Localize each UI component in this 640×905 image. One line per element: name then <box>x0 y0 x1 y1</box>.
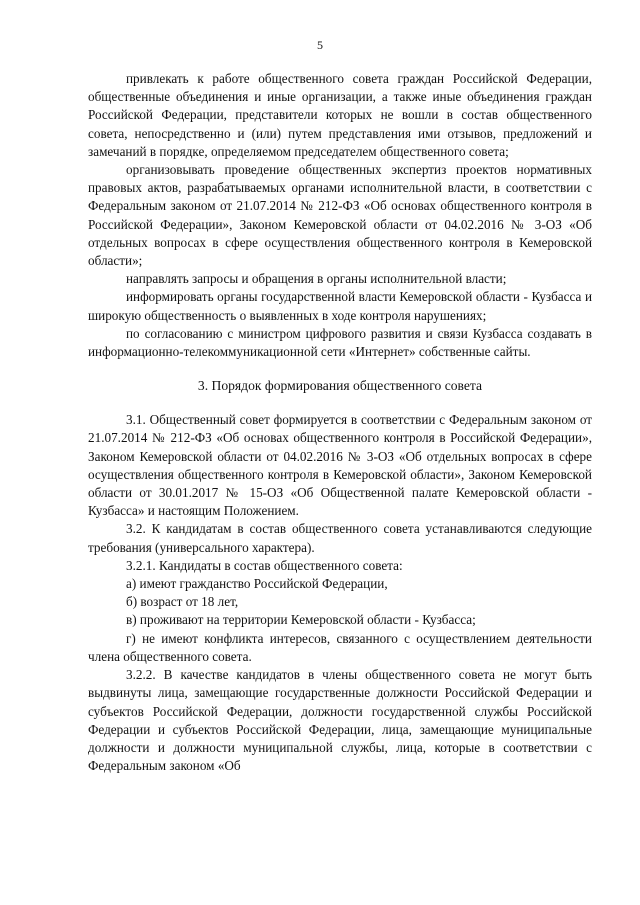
list-item-v: в) проживают на территории Кемеровской области - Кузбасса; <box>126 612 476 628</box>
list-item-g: г) не имеют конфликта интересов, связанного с осуществлением деятельности члена общественного совета. <box>88 630 592 664</box>
paragraph-3-1: 3.1. Общественный совет формируется в соответствии с Федеральным законом от 21.07.2014 № 212-ФЗ «Об основах общественного контроля в Российской Федерации», Законом Кемеровской области от 04.02.2016 № 3-ОЗ «Об отдельных вопросах в сфере осуществления общественного контроля в Кемеровской области», Законом Кемеровской области от 30.01.2017 № 15-ОЗ «Об Общественной палате Кемеровской области - Кузбасса» и настоящим Положением. <box>88 412 592 519</box>
document-body <box>88 70 592 775</box>
paragraph-engage-citizens: привлекать к работе общественного совета граждан Российской Федерации, общественные объединения и иные организации, а также иные объединения граждан Российской Федерации, представители которых не вошли в состав общественного совета, непосредственно и (или) путем представления ими отзывов, предложений и замечаний в порядке, определяемом председателем общественного совета; <box>88 71 592 159</box>
page-number: 5 <box>317 38 323 52</box>
list-item-a: а) имеют гражданство Российской Федерации, <box>126 576 388 592</box>
paragraph-3-2-1: 3.2.1. Кандидаты в состав общественного совета: <box>126 557 403 573</box>
list-item-b: б) возраст от 18 лет, <box>126 594 239 610</box>
paragraph-organize-expertise: организовывать проведение общественных экспертиз проектов нормативных правовых актов, разрабатываемых органами исполнительной власти, в соответствии с Федеральным законом от 21.07.2014 № 212-ФЗ «Об основах общественного контроля в Российской Федерации», Законом Кемеровской области от 04.02.2016 № 3-ОЗ «Об отдельных вопросах в сфере осуществления общественного контроля в Кемеровской области»; <box>88 162 592 269</box>
paragraph-send-requests: направлять запросы и обращения в органы исполнительной власти; <box>126 271 507 287</box>
paragraph-create-websites: по согласованию с министром цифрового развития и связи Кузбасса создавать в информационно-телекоммуникационной сети «Интернет» собственные сайты. <box>88 325 592 360</box>
paragraph-3-2: 3.2. К кандидатам в состав общественного совета устанавливаются следующие требования (универсального характера). <box>88 521 592 555</box>
paragraph-3-2-2: 3.2.2. В качестве кандидатов в члены общественного совета не могут быть выдвинуты лица, замещающие государственные должности Российской Федерации и субъектов Российской Федерации, должности государственной службы Российской Федерации и субъектов Российской Федерации, лица, замещающие муниципальные должности и должности муниципальной службы, лица, которые в соответствии с Федеральным законом «Об <box>88 667 592 774</box>
paragraph-inform-authorities: информировать органы государственной власти Кемеровской области - Кузбасса и широкую общественность о выявленных в ходе контроля нарушениях; <box>88 289 592 323</box>
section-heading: 3. Порядок формирования общественного совета <box>197 378 483 394</box>
